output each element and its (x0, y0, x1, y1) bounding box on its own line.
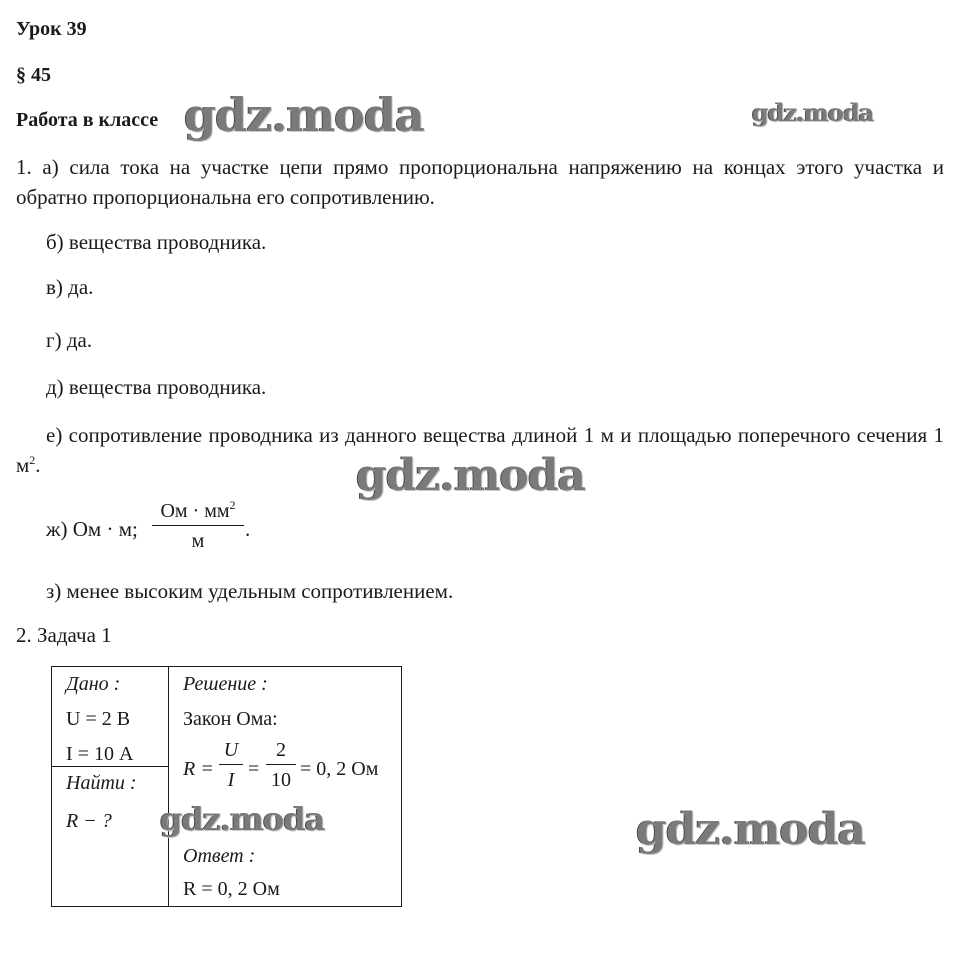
find-label: Найти : (66, 772, 137, 794)
answer-1e-sup: 2 (29, 453, 36, 467)
watermark-logo: gdz.moda (184, 88, 424, 142)
find-resistance: R − ? (66, 810, 112, 832)
answer-1zh-prefix: ж) Ом · м; (46, 517, 138, 541)
watermark-logo: gdz.moda (752, 98, 874, 127)
formula-fraction-values-num: 2 (266, 739, 296, 765)
answer-1e-text: е) сопротивление проводника из данного вещества длиной 1 м и площадью поперечного сечения 1 м (16, 423, 944, 477)
task-table (51, 666, 402, 907)
answer-1zh-denominator: м (191, 530, 205, 552)
section-title: Работа в классе (16, 109, 159, 131)
answer-1d: д) вещества проводника. (46, 375, 267, 399)
given-voltage: U = 2 В (66, 708, 131, 730)
answer-1zh-numerator: Ом · $мм^2$ (152, 500, 244, 526)
answer-value: R = 0, 2 Ом (183, 878, 280, 900)
formula-eq: = (248, 758, 260, 780)
table-divider-vertical (168, 667, 169, 906)
ohm-law-label: Закон Ома: (183, 708, 278, 730)
answer-1g: г) да. (46, 328, 93, 352)
given-current: I = 10 А (66, 743, 134, 765)
answer-1e-end: . (35, 453, 41, 477)
watermark-logo: gdz.moda (356, 450, 586, 501)
formula-fraction-ui-num: U (219, 739, 243, 765)
formula-result: = 0, 2 Ом (300, 758, 379, 780)
formula-fraction-values (266, 739, 296, 792)
formula-fraction-values-den: 10 (271, 769, 291, 791)
paragraph-number: § 45 (16, 64, 51, 86)
table-divider-horizontal (52, 766, 168, 767)
lesson-title: Урок 39 (16, 18, 87, 40)
answer-1b: б) вещества проводника. (46, 230, 267, 254)
formula-fraction-ui (219, 739, 243, 792)
answer-1v: в) да. (46, 275, 94, 299)
solution-label: Решение : (183, 673, 268, 695)
given-label: Дано : (66, 673, 121, 695)
formula-fraction-ui-den: I (227, 769, 235, 791)
watermark-logo: gdz.moda (160, 800, 325, 838)
answer-label: Ответ : (183, 845, 256, 867)
answer-1zh-end: . (245, 517, 251, 541)
answer-1z: з) менее высоким удельным сопротивлением. (46, 579, 454, 603)
formula-lhs: R = (183, 758, 214, 780)
task-title: 2. Задача 1 (16, 623, 112, 647)
answer-1zh-fraction (152, 500, 244, 553)
watermark-logo: gdz.moda (636, 804, 866, 855)
answer-1a: 1. а) сила тока на участке цепи прямо пропорциональна напряжению на концах этого участка и обратно пропорциональна его сопротивлению. (16, 155, 944, 209)
